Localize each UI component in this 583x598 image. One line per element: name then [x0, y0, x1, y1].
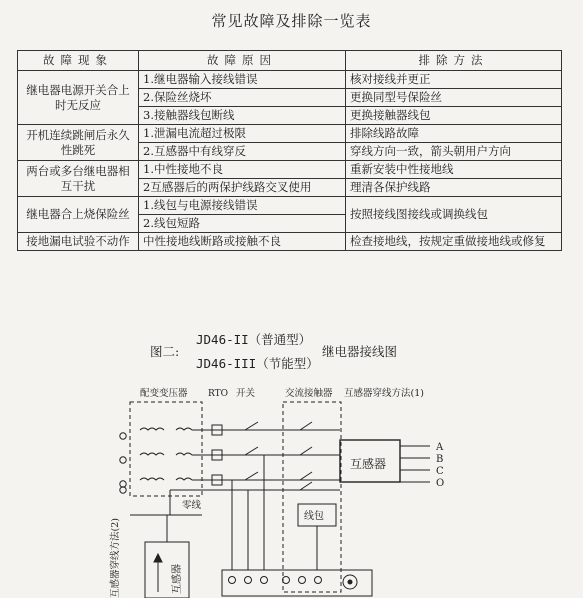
- switch-label: 开关: [236, 388, 256, 399]
- contactor-label: 交流接触器: [285, 388, 333, 399]
- cause-cell: 中性接地线断路或接触不良: [139, 233, 346, 251]
- cause-cell: 2.线包短路: [139, 215, 346, 233]
- symptom-cell: 继电器电源开关合上时无反应: [18, 71, 139, 125]
- phase-o-label: O: [436, 478, 445, 489]
- ct2-label: 互感器: [172, 564, 183, 594]
- symptom-cell: 接地漏电试验不动作: [18, 233, 139, 251]
- caption-model-normal: JD46-II（普通型）: [196, 332, 312, 347]
- header-symptom: 故障现象: [18, 51, 139, 71]
- table-row: [18, 197, 562, 215]
- cause-cell: 2.保险丝烧坏: [139, 89, 346, 107]
- remedy-cell: 核对接线并更正: [346, 71, 562, 89]
- remedy-cell: 更换接触器线包: [346, 107, 562, 125]
- ct-label: 互感器: [350, 457, 387, 471]
- remedy-cell: 穿线方向一致，箭头朝用户方向: [346, 143, 562, 161]
- phase-c-label: C: [436, 466, 444, 477]
- cause-cell: 1.继电器输入接线错误: [139, 71, 346, 89]
- cause-cell: 3.接触器线包断线: [139, 107, 346, 125]
- table-row: [18, 233, 562, 251]
- phase-a-label: A: [436, 442, 444, 453]
- caption-suffix: 继电器接线图: [322, 344, 398, 359]
- page-title: 常见故障及排除一览表: [211, 12, 372, 30]
- transformer-box: [130, 402, 202, 496]
- remedy-cell: 重新安装中性接地线: [346, 161, 562, 179]
- symptom-cell: 两台或多台继电器相互干扰: [18, 161, 139, 197]
- coil-label: 线包: [304, 511, 324, 522]
- wiring-diagram: [0, 380, 583, 598]
- table-row: [18, 125, 562, 143]
- caption-prefix: 图二:: [150, 344, 180, 359]
- cause-cell: 2.互感器中有线穿反: [139, 143, 346, 161]
- table-row: [18, 71, 562, 89]
- symptom-cell: 开机连续跳闸后永久性跳死: [18, 125, 139, 161]
- cause-cell: 1.线包与电源接线错误: [139, 197, 346, 215]
- rto-label: RTO: [208, 389, 228, 399]
- cause-cell: 1.泄漏电流超过极限: [139, 125, 346, 143]
- transformer-label: 配变变压器: [140, 388, 188, 399]
- symptom-cell: 继电器合上烧保险丝: [18, 197, 139, 233]
- neutral-label: 零线: [182, 500, 202, 511]
- cause-cell: 1.中性接地不良: [139, 161, 346, 179]
- phase-b-label: B: [436, 454, 444, 465]
- ct-method1-label: 互感器穿线方法(1): [344, 388, 424, 399]
- figure-caption: [150, 328, 480, 376]
- table-row: [18, 161, 562, 179]
- remedy-cell: 更换同型号保险丝: [346, 89, 562, 107]
- caption-model-energy-saving: JD46-III（节能型）: [196, 356, 319, 371]
- ct-method2-label: 互感器穿线方法(2): [110, 518, 121, 598]
- remedy-cell: 按照接线图接线或调换线包: [346, 197, 562, 233]
- fault-table: [17, 50, 562, 251]
- table-header-row: [18, 51, 562, 71]
- remedy-cell: 排除线路故障: [346, 125, 562, 143]
- remedy-cell: 理清各保护线路: [346, 179, 562, 197]
- header-remedy: 排除方法: [346, 51, 562, 71]
- remedy-cell: 检查接地线，按规定重做接地线或修复: [346, 233, 562, 251]
- header-cause: 故障原因: [139, 51, 346, 71]
- cause-cell: 2互感器后的两保护线路交叉使用: [139, 179, 346, 197]
